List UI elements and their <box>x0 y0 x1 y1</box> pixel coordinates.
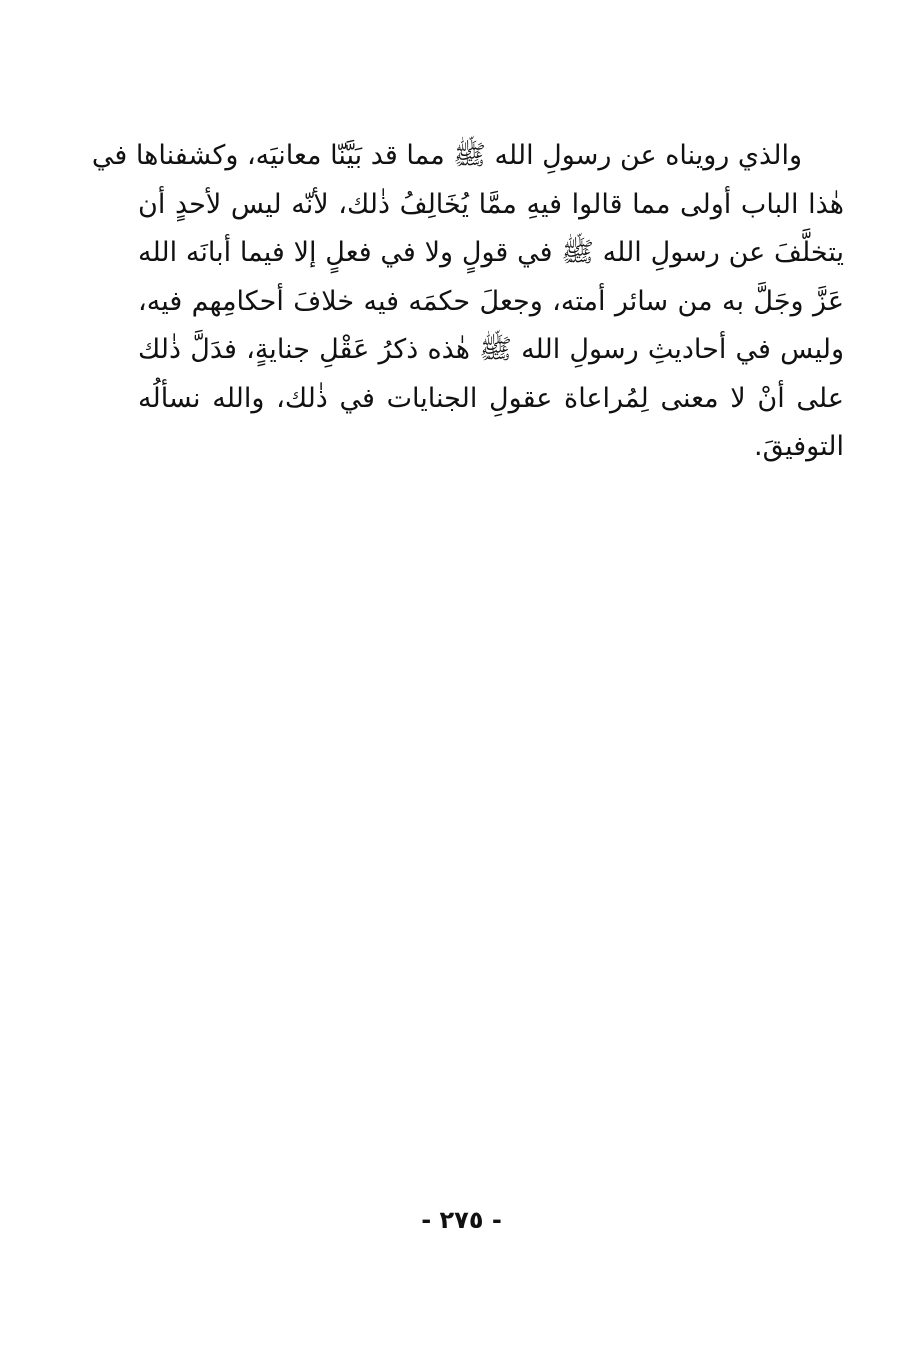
page-number: - ٢٧٥ - <box>421 1206 502 1234</box>
text-line-2: هٰذا الباب أولى مما قالوا فيهِ ممَّا يُخَالِفُ ذٰلك، لأنّه ليس لأحدٍ أن <box>138 188 844 220</box>
text-line-4: عَزَّ وجَلَّ به من سائر أمته، وجعلَ حكمَه فيه خلافَ أحكامِهم فيه، <box>138 285 844 317</box>
body-paragraph <box>91 132 844 472</box>
text-line-1: والذي رويناه عن رسولِ الله ﷺ مما قد بَيَّنّا معانيَه، وكشفناها في <box>91 140 802 171</box>
text-line-7: التوفيقَ. <box>754 431 844 462</box>
text-line-3: يتخلَّفَ عن رسولِ الله ﷺ في قولٍ ولا في فعلٍ إلا فيما أبانَه الله <box>138 237 844 268</box>
text-line-6: على أنْ لا معنى لِمُراعاة عقولِ الجنايات في ذٰلك، والله نسألُه <box>138 382 844 414</box>
text-line-5: وليس في أحاديثِ رسولِ الله ﷺ هٰذه ذكرُ عَقْلِ جنايةٍ، فدَلَّ ذٰلك <box>138 334 844 365</box>
